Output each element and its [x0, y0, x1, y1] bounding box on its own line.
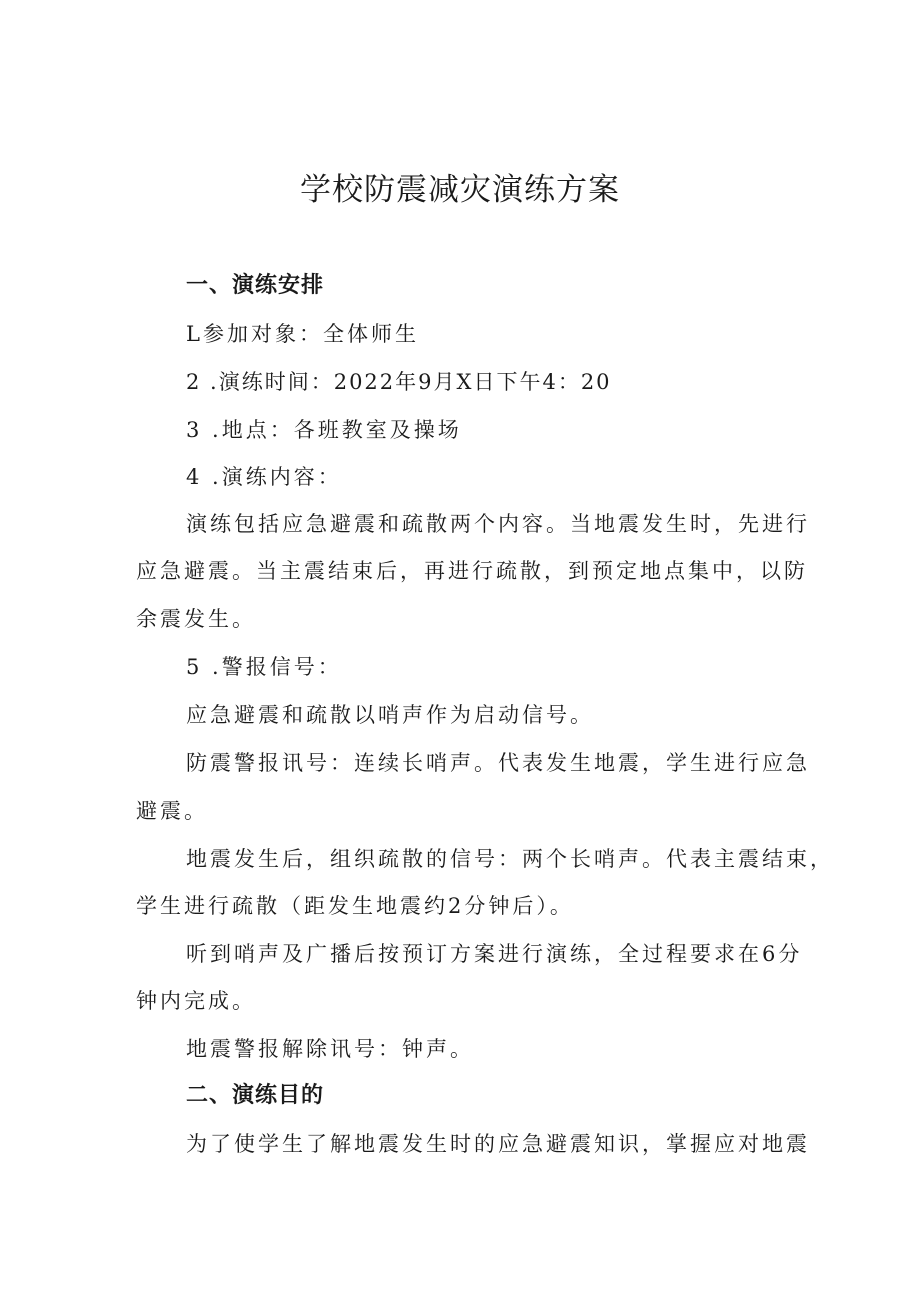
- signal-paragraph-line: 避震。: [136, 799, 208, 823]
- signal-paragraph: 应急避震和疏散以哨声作为启动信号。: [186, 703, 594, 727]
- signal-paragraph-line: 地震发生后，组织疏散的信号：两个长哨声。代表主震结束，: [186, 847, 834, 871]
- content-paragraph-line: 余震发生。: [136, 607, 256, 631]
- item-location: 3 .地点：各班教室及操场: [186, 418, 462, 442]
- purpose-paragraph-line: 为了使学生了解地震发生时的应急避震知识，掌握应对地震: [186, 1132, 810, 1156]
- signal-paragraph-line: 钟内完成。: [136, 989, 256, 1013]
- signal-paragraph: 地震警报解除讯号：钟声。: [186, 1037, 474, 1061]
- content-paragraph-line: 应急避震。当主震结束后，再进行疏散，到预定地点集中，以防: [136, 559, 808, 583]
- item-content-label: 4 .演练内容：: [186, 465, 342, 489]
- section-heading-arrangement: 一、演练安排: [186, 273, 325, 298]
- item-participants: L参加对象：全体师生: [186, 322, 419, 346]
- content-paragraph-line: 演练包括应急避震和疏散两个内容。当地震发生时，先进行: [186, 512, 810, 536]
- item-alarm-label: 5 .警报信号：: [186, 655, 342, 679]
- document-title: 学校防震减灾演练方案: [300, 172, 620, 208]
- section-heading-purpose: 二、演练目的: [186, 1083, 325, 1108]
- signal-paragraph-line: 听到哨声及广播后按预订方案进行演练，全过程要求在6分: [186, 942, 803, 966]
- item-time: 2 .演练时间：2022年9月X日下午4：20: [186, 370, 612, 394]
- signal-paragraph-line: 学生进行疏散（距发生地震约2分钟后）。: [136, 894, 574, 918]
- signal-paragraph-line: 防震警报讯号：连续长哨声。代表发生地震，学生进行应急: [186, 751, 810, 775]
